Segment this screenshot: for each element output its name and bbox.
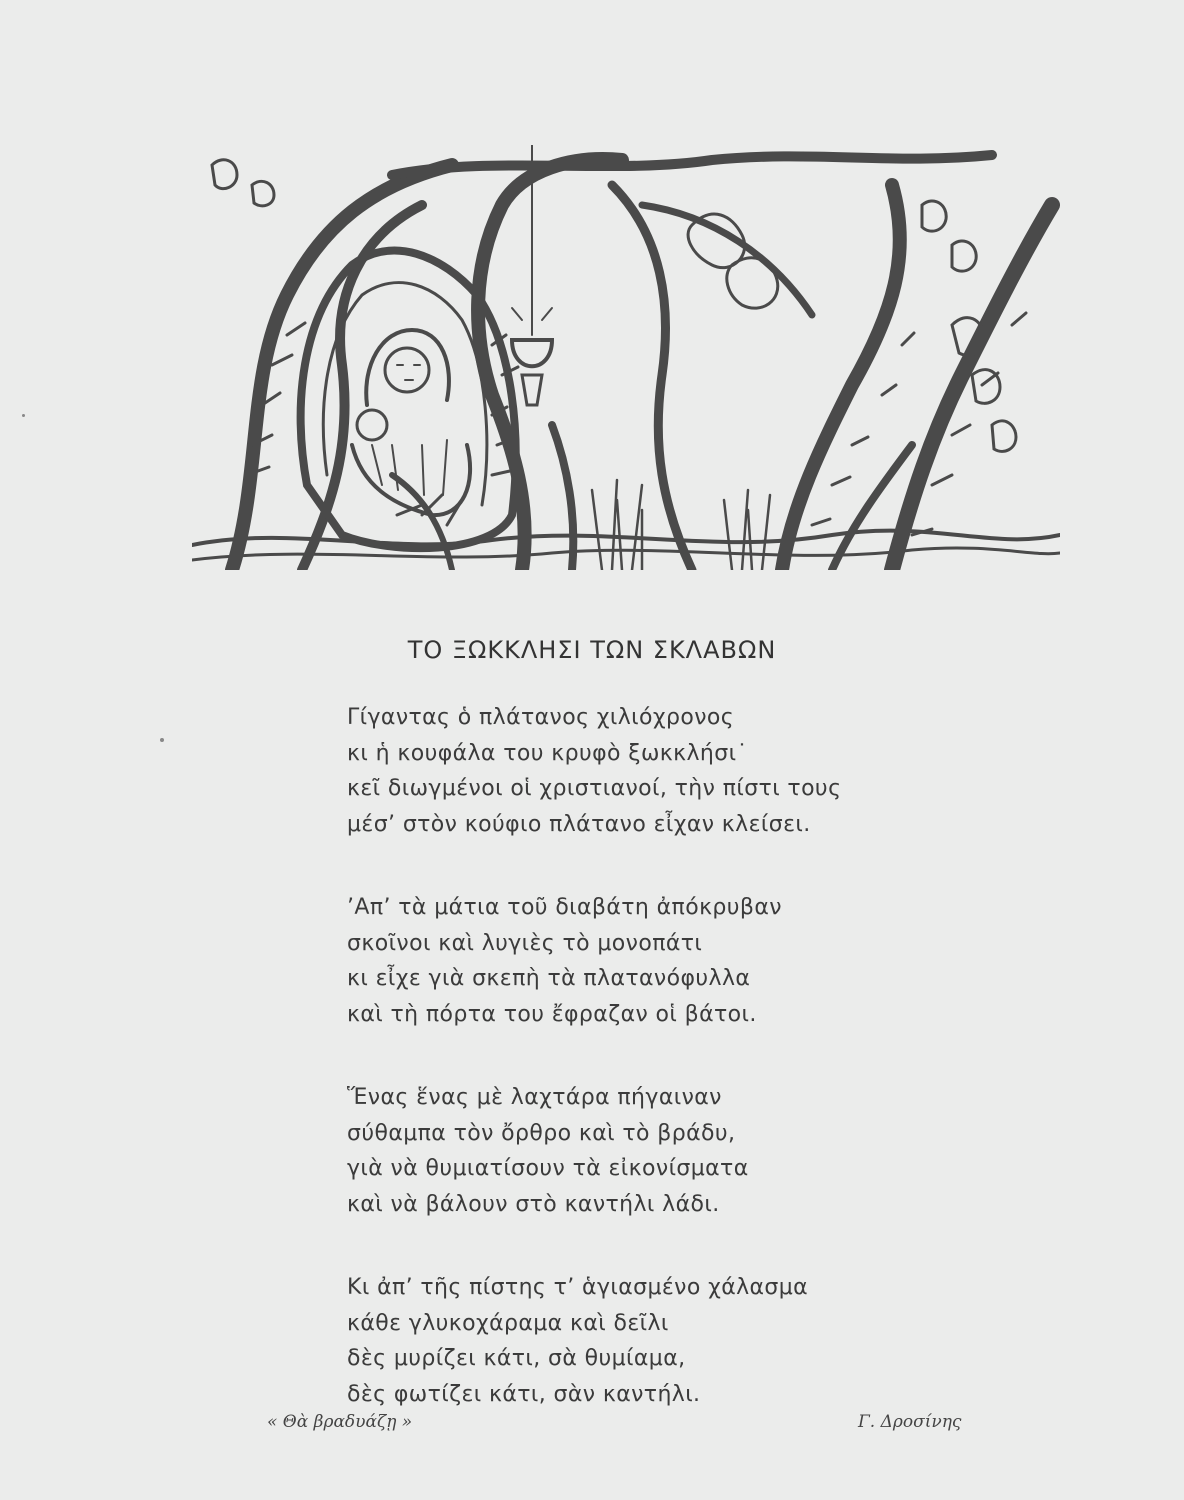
poem-line: γιὰ νὰ θυμιατίσουν τὰ εἰκονίσματα [347,1156,749,1181]
woodcut-tree-chapel-icon [192,145,1060,570]
poem-line: σκοῖνοι καὶ λυγιὲς τὸ μονοπάτι [347,930,703,956]
poem-line: κι εἶχε γιὰ σκεπὴ τὰ πλατανόφυλλα [347,966,751,991]
poem-title: ΤΟ ΞΩΚΚΛΗΣΙ ΤΩΝ ΣΚΛΑΒΩΝ [407,636,777,664]
poem-line: μέσ’ στὸν κούφιο πλάτανο εἶχαν κλείσει. [347,811,811,837]
poem-line: κι ἡ κουφάλα του κρυφὸ ξωκκλήσι˙ [347,740,748,766]
stanza-2 [347,890,967,1032]
poem-line: Ἕνας ἕνας μὲ λαχτάρα πήγαιναν [347,1085,722,1110]
poem-line: Κι ἀπ’ τῆς πίστης τ’ ἁγιασμένο χάλασμα [347,1275,809,1300]
poem-line: κεῖ διωγμένοι οἱ χριστιανοί, τὴν πίστι τους [347,776,842,801]
poem-line: Γίγαντας ὁ πλάτανος χιλιόχρονος [347,705,735,730]
poem-line: δὲς φωτίζει κάτι, σὰν καντήλι. [347,1381,701,1407]
paper-speck [160,738,164,742]
poem-line: κάθε γλυκοχάραμα καὶ δεῖλι [347,1310,669,1336]
poem-line: σύθαμπα τὸν ὄρθρο καὶ τὸ βράδυ, [347,1120,736,1146]
source-citation: « Θὰ βραδυάζῃ » [267,1412,413,1432]
poem-body [347,700,967,1460]
poem-line: καὶ τὴ πόρτα του ἔφραζαν οἱ βάτοι. [347,1001,757,1027]
stanza-1 [347,700,967,842]
poem-line: ’Απ’ τὰ μάτια τοῦ διαβάτη ἀπόκρυβαν [347,895,782,920]
poem-line: καὶ νὰ βάλουν στὸ καντήλι λάδι. [347,1191,720,1217]
author-name: Γ. Δροσίνης [858,1412,962,1432]
stanza-4 [347,1270,967,1412]
paper-speck [22,414,25,417]
poem-line: δὲς μυρίζει κάτι, σὰ θυμίαμα, [347,1346,686,1371]
stanza-3 [347,1080,967,1222]
